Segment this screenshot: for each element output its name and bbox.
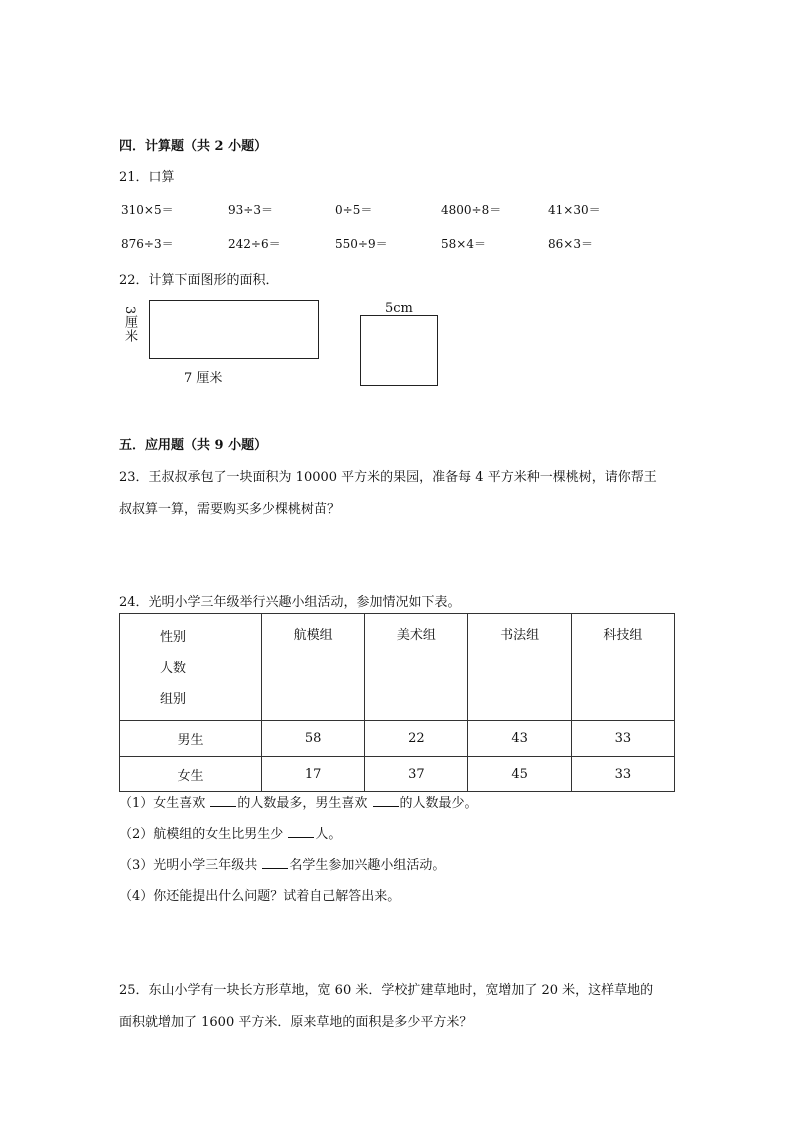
calc-item: 310×5＝	[121, 203, 174, 217]
sub3-text-b: 名学生参加兴趣小组活动。	[289, 858, 446, 873]
table-row	[120, 757, 675, 792]
question-24-sub4: （4）你还能提出什么问题？试着自己解答出来。	[119, 889, 401, 904]
calc-item: 550÷9＝	[335, 237, 388, 251]
square-side-label: 5cm	[385, 301, 413, 316]
row-label: 男生	[120, 721, 262, 757]
calc-item: 41×30＝	[548, 203, 601, 217]
sub1-text-c: 的人数最少。	[399, 796, 478, 811]
section-5-title: 五．应用题（共 9 小题）	[119, 438, 268, 453]
sub2-text-a: （2）航模组的女生比男生少	[119, 827, 288, 842]
corner-label-count: 人数	[160, 661, 187, 676]
calc-item: 242÷6＝	[228, 237, 281, 251]
rectangle-width-label: 7 厘米	[184, 371, 223, 386]
table-header: 美术组	[365, 614, 468, 721]
question-25-line2: 面积就增加了 1600 平方米．原来草地的面积是多少平方米？	[119, 1015, 473, 1030]
question-23-line1: 23．王叔叔承包了一块面积为 10000 平方米的果园，准备每 4 平方米种一棵桃树，请你帮王	[119, 470, 657, 485]
question-22-label: 22．计算下面图形的面积．	[119, 273, 279, 288]
corner-label-group: 组别	[160, 692, 187, 707]
calc-item: 86×3＝	[548, 237, 593, 251]
table-corner-cell	[120, 614, 262, 721]
question-24-sub3	[119, 854, 445, 873]
table-header: 书法组	[468, 614, 571, 721]
question-24-sub1	[119, 792, 478, 811]
square-shape	[360, 315, 438, 386]
answer-blank[interactable]	[210, 794, 236, 807]
answer-blank[interactable]	[373, 794, 399, 807]
question-21-label: 21．口算	[119, 170, 175, 185]
rectangle-shape	[149, 300, 319, 359]
question-24-sub2	[119, 823, 341, 842]
table-cell: 22	[365, 721, 468, 757]
calc-item: 4800÷8＝	[441, 203, 502, 217]
table-cell: 45	[468, 757, 571, 792]
table-row	[120, 721, 675, 757]
question-24-intro: 24．光明小学三年级举行兴趣小组活动，参加情况如下表。	[119, 595, 461, 610]
row-label: 女生	[120, 757, 262, 792]
table-cell: 33	[571, 757, 674, 792]
table-cell: 43	[468, 721, 571, 757]
table-cell: 58	[262, 721, 365, 757]
answer-blank[interactable]	[288, 825, 314, 838]
section-4-title: 四．计算题（共 2 小题）	[119, 139, 268, 154]
sub1-text-b: 的人数最多，男生喜欢	[237, 796, 372, 811]
table-cell: 33	[571, 721, 674, 757]
table-header: 科技组	[571, 614, 674, 721]
sub3-text-a: （3）光明小学三年级共	[119, 858, 262, 873]
calc-item: 58×4＝	[441, 237, 486, 251]
sub2-text-b: 人。	[315, 827, 342, 842]
table-cell: 37	[365, 757, 468, 792]
question-23-line2: 叔叔算一算，需要购买多少棵桃树苗？	[119, 502, 341, 517]
question-25-line1: 25．东山小学有一块长方形草地，宽 60 米．学校扩建草地时，宽增加了 20 米，这样草地的	[119, 983, 654, 998]
calc-item: 876÷3＝	[121, 237, 174, 251]
table-cell: 17	[262, 757, 365, 792]
corner-label-gender: 性别	[160, 630, 187, 645]
sub1-text-a: （1）女生喜欢	[119, 796, 210, 811]
table-header: 航模组	[262, 614, 365, 721]
answer-blank[interactable]	[262, 856, 288, 869]
interest-group-table	[119, 613, 675, 792]
calc-item: 0÷5＝	[335, 203, 373, 217]
rectangle-height-label: 3厘米	[122, 306, 137, 344]
calc-item: 93÷3＝	[228, 203, 273, 217]
